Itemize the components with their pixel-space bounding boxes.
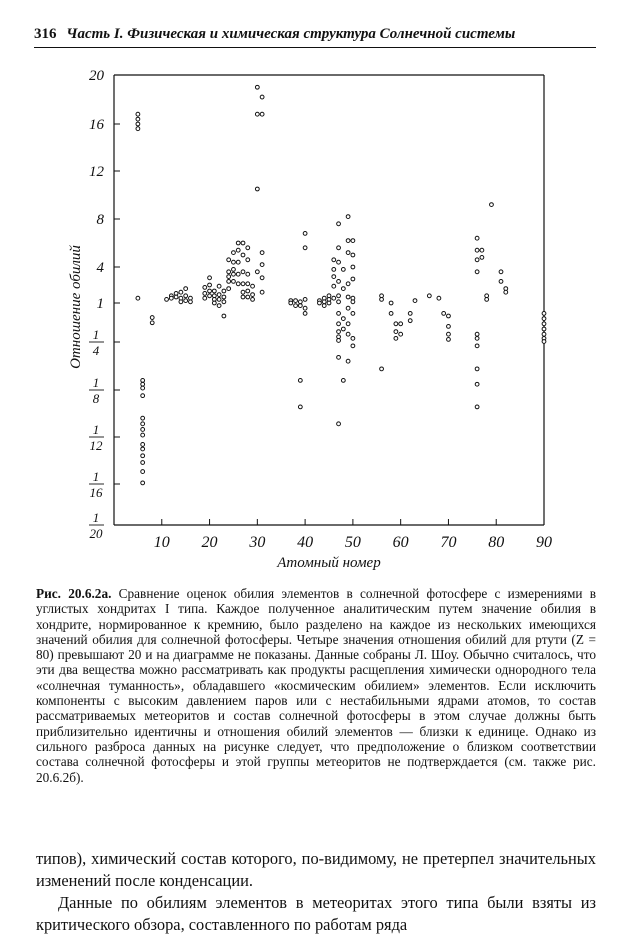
data-point	[236, 272, 240, 276]
data-point	[408, 319, 412, 323]
data-point	[346, 239, 350, 243]
data-point	[499, 280, 503, 284]
data-point	[351, 277, 355, 281]
data-point	[327, 301, 331, 305]
data-point	[337, 222, 341, 226]
data-point	[141, 386, 145, 390]
data-point	[303, 312, 307, 316]
y-tick-numerator: 1	[92, 375, 100, 390]
data-point	[337, 280, 341, 284]
data-point	[136, 112, 140, 116]
data-point	[346, 332, 350, 336]
data-point	[217, 293, 221, 297]
data-point	[222, 314, 226, 318]
data-point	[251, 284, 255, 288]
data-point	[447, 314, 451, 318]
data-point	[475, 258, 479, 262]
data-point	[255, 85, 259, 89]
data-point	[184, 299, 188, 303]
data-point	[413, 299, 417, 303]
data-point	[337, 330, 341, 334]
data-point	[442, 312, 446, 316]
x-tick-label: 20	[201, 534, 218, 551]
data-point	[255, 112, 259, 116]
data-point	[332, 258, 336, 262]
data-point	[179, 300, 183, 304]
data-point	[298, 405, 302, 409]
data-point	[208, 283, 212, 287]
data-point	[241, 241, 245, 245]
data-point	[447, 332, 451, 336]
data-point	[236, 282, 240, 286]
data-point	[208, 289, 212, 293]
data-point	[337, 339, 341, 343]
data-points	[136, 85, 546, 484]
data-point	[203, 286, 207, 290]
y-tick-denominator: 8	[92, 391, 100, 406]
data-point	[475, 344, 479, 348]
data-point	[141, 447, 145, 451]
data-point	[475, 270, 479, 274]
y-tick-label: 1	[96, 296, 104, 312]
data-point	[337, 260, 341, 264]
data-point	[351, 312, 355, 316]
data-point	[351, 300, 355, 304]
data-point	[236, 241, 240, 245]
data-point	[241, 295, 245, 299]
data-point	[298, 379, 302, 383]
data-point	[227, 258, 231, 262]
data-point	[232, 260, 236, 264]
y-tick-label: 20	[89, 68, 104, 84]
data-point	[289, 301, 293, 305]
data-point	[141, 481, 145, 485]
caption-label: Рис. 20.6.2а.	[36, 586, 112, 601]
data-point	[227, 287, 231, 291]
data-point	[447, 338, 451, 342]
data-point	[341, 268, 345, 272]
data-point	[251, 293, 255, 297]
data-point	[475, 248, 479, 252]
x-tick-label: 70	[440, 534, 457, 551]
data-point	[341, 327, 345, 331]
header-rule	[34, 47, 596, 48]
data-point	[337, 294, 341, 298]
data-point	[246, 258, 250, 262]
data-point	[150, 321, 154, 325]
data-point	[136, 122, 140, 126]
data-point	[141, 422, 145, 426]
data-point	[351, 265, 355, 269]
data-point	[169, 296, 173, 300]
data-point	[346, 215, 350, 219]
y-axis-ticks	[89, 68, 120, 541]
data-point	[255, 270, 259, 274]
data-point	[542, 340, 546, 344]
data-point	[337, 300, 341, 304]
y-tick-denominator: 4	[92, 343, 100, 358]
data-point	[542, 332, 546, 336]
data-point	[236, 260, 240, 264]
x-tick-label: 50	[344, 534, 361, 551]
data-point	[227, 275, 231, 279]
data-point	[141, 454, 145, 458]
data-point	[236, 248, 240, 252]
data-point	[298, 304, 302, 308]
data-point	[490, 203, 494, 207]
data-point	[141, 433, 145, 437]
data-point	[485, 298, 489, 302]
data-point	[475, 236, 479, 240]
x-tick-label: 60	[392, 534, 409, 551]
data-point	[222, 300, 226, 304]
data-point	[542, 317, 546, 321]
y-tick-label: 12	[89, 164, 104, 180]
data-point	[217, 298, 221, 302]
data-point	[212, 301, 216, 305]
data-point	[251, 298, 255, 302]
data-point	[203, 292, 207, 296]
data-point	[341, 379, 345, 383]
data-point	[337, 422, 341, 426]
running-header	[34, 26, 594, 43]
data-point	[346, 306, 350, 310]
data-point	[346, 282, 350, 286]
data-point	[475, 405, 479, 409]
data-point	[394, 322, 398, 326]
data-point	[475, 367, 479, 371]
data-point	[303, 306, 307, 310]
data-point	[255, 187, 259, 191]
data-point	[337, 355, 341, 359]
data-point	[399, 332, 403, 336]
data-point	[337, 322, 341, 326]
data-point	[232, 251, 236, 255]
data-point	[260, 290, 264, 294]
data-point	[303, 246, 307, 250]
data-point	[260, 112, 264, 116]
data-point	[380, 298, 384, 302]
data-point	[427, 294, 431, 298]
data-point	[141, 461, 145, 465]
x-tick-label: 90	[536, 534, 552, 551]
data-point	[136, 117, 140, 121]
y-tick-denominator: 20	[89, 526, 103, 541]
data-point	[203, 296, 207, 300]
data-point	[260, 95, 264, 99]
data-point	[260, 251, 264, 255]
y-tick-denominator: 12	[89, 438, 103, 453]
data-point	[346, 251, 350, 255]
body-text	[36, 848, 596, 936]
data-point	[141, 443, 145, 447]
x-tick-label: 80	[488, 534, 505, 551]
data-point	[480, 256, 484, 260]
abundance-ratio-chart	[0, 55, 628, 580]
data-point	[341, 317, 345, 321]
data-point	[246, 295, 250, 299]
data-point	[346, 359, 350, 363]
data-point	[260, 263, 264, 267]
data-point	[542, 312, 546, 316]
data-point	[437, 296, 441, 300]
data-point	[217, 284, 221, 288]
data-point	[394, 336, 398, 340]
figure-caption	[36, 586, 596, 785]
data-point	[141, 379, 145, 383]
x-axis-ticks	[154, 519, 552, 551]
data-point	[222, 289, 226, 293]
data-point	[232, 280, 236, 284]
y-tick-label: 4	[96, 260, 104, 276]
y-tick-numerator: 1	[92, 510, 100, 525]
data-point	[408, 312, 412, 316]
data-point	[208, 276, 212, 280]
page-number: 316	[34, 26, 57, 42]
data-point	[232, 272, 236, 276]
data-point	[150, 316, 154, 320]
data-point	[322, 304, 326, 308]
data-point	[346, 322, 350, 326]
data-point	[351, 336, 355, 340]
data-point	[303, 298, 307, 302]
data-point	[389, 312, 393, 316]
data-point	[294, 299, 298, 303]
data-point	[246, 272, 250, 276]
data-point	[351, 344, 355, 348]
data-point	[303, 232, 307, 236]
y-tick-numerator: 1	[92, 469, 100, 484]
data-point	[475, 332, 479, 336]
data-point	[389, 301, 393, 305]
y-axis-label: Отношение обилий	[68, 245, 84, 369]
data-point	[212, 289, 216, 293]
data-point	[542, 322, 546, 326]
data-point	[136, 296, 140, 300]
data-point	[351, 239, 355, 243]
data-point	[394, 330, 398, 334]
data-point	[222, 295, 226, 299]
data-point	[241, 282, 245, 286]
data-point	[227, 280, 231, 284]
data-point	[217, 304, 221, 308]
data-point	[141, 416, 145, 420]
data-point	[480, 248, 484, 252]
data-point	[332, 275, 336, 279]
data-point	[294, 304, 298, 308]
data-point	[504, 290, 508, 294]
x-tick-label: 10	[153, 534, 170, 551]
data-point	[260, 276, 264, 280]
data-point	[141, 428, 145, 432]
data-point	[475, 382, 479, 386]
data-point	[136, 127, 140, 131]
data-point	[351, 253, 355, 257]
y-tick-denominator: 16	[89, 485, 103, 500]
caption-text: Сравнение оценок обилия элементов в солнечной фотосфере с измерениями в углистых хондритах I типа. Каждое полученное аналитическим путем значение обилия в хондрите, нормированное к кремнию, было разделено на каждое из нескольких имеющихся значений обилия для солнечной фотосферы. Четыре значения отношения обилий для ртути (Z = 80) превышают 20 и на диаграмме не показаны. Данные собраны Л. Шоу. Обычно считалось, что эти два вещества можно рассматривать как продукты расщепления химически однородного тела «солнечная туманность», обладавшего «космическим обилием» элементов. Если исключить компоненты с высоким давлением паров или с нестабильными ядрами атомов, то состав рассматриваемых метеоритов и состав солнечной фотосферы в этом случае должны быть приблизительно идентичны и отношения обилий элементов — близки к единице. Однако из сильного разброса данных на рисунке следует, что предположение о близком соответствии состава солнечной фотосферы и этой группы метеоритов не подтверждается (см. также рис. 20.6.2б).	[36, 586, 596, 785]
data-point	[499, 270, 503, 274]
data-point	[341, 287, 345, 291]
data-point	[332, 284, 336, 288]
data-point	[174, 295, 178, 299]
data-point	[184, 287, 188, 291]
data-point	[165, 298, 169, 302]
y-tick-numerator: 1	[92, 327, 100, 342]
data-point	[475, 336, 479, 340]
data-point	[241, 253, 245, 257]
data-point	[141, 470, 145, 474]
data-point	[246, 246, 250, 250]
data-point	[322, 300, 326, 304]
paragraph: типов), химический состав которого, по-видимому, не претерпел значительных изменений после конденсации.	[36, 849, 596, 890]
data-point	[337, 312, 341, 316]
data-point	[542, 327, 546, 331]
y-tick-label: 8	[96, 212, 104, 228]
data-point	[332, 296, 336, 300]
x-tick-label: 40	[297, 534, 314, 551]
data-point	[189, 300, 193, 304]
data-point	[332, 268, 336, 272]
data-point	[380, 367, 384, 371]
data-point	[298, 300, 302, 304]
x-axis-label: Атомный номер	[277, 555, 381, 571]
data-point	[241, 270, 245, 274]
data-point	[227, 270, 231, 274]
running-title: Часть I. Физическая и химическая структура Солнечной системы	[66, 26, 516, 42]
data-point	[337, 246, 341, 250]
data-point	[318, 301, 322, 305]
data-point	[241, 290, 245, 294]
paragraph: Данные по обилиям элементов в метеоритах этого типа были взяты из критического обзора, составленного по работам ряда	[36, 893, 596, 934]
data-point	[141, 394, 145, 398]
data-point	[232, 268, 236, 272]
data-point	[208, 294, 212, 298]
data-point	[447, 325, 451, 329]
data-point	[141, 382, 145, 386]
data-point	[246, 282, 250, 286]
y-tick-label: 16	[89, 117, 104, 133]
data-point	[399, 322, 403, 326]
data-point	[184, 294, 188, 298]
data-point	[246, 289, 250, 293]
data-point	[346, 295, 350, 299]
y-tick-numerator: 1	[92, 422, 100, 437]
data-point	[179, 290, 183, 294]
x-tick-label: 30	[249, 534, 266, 551]
